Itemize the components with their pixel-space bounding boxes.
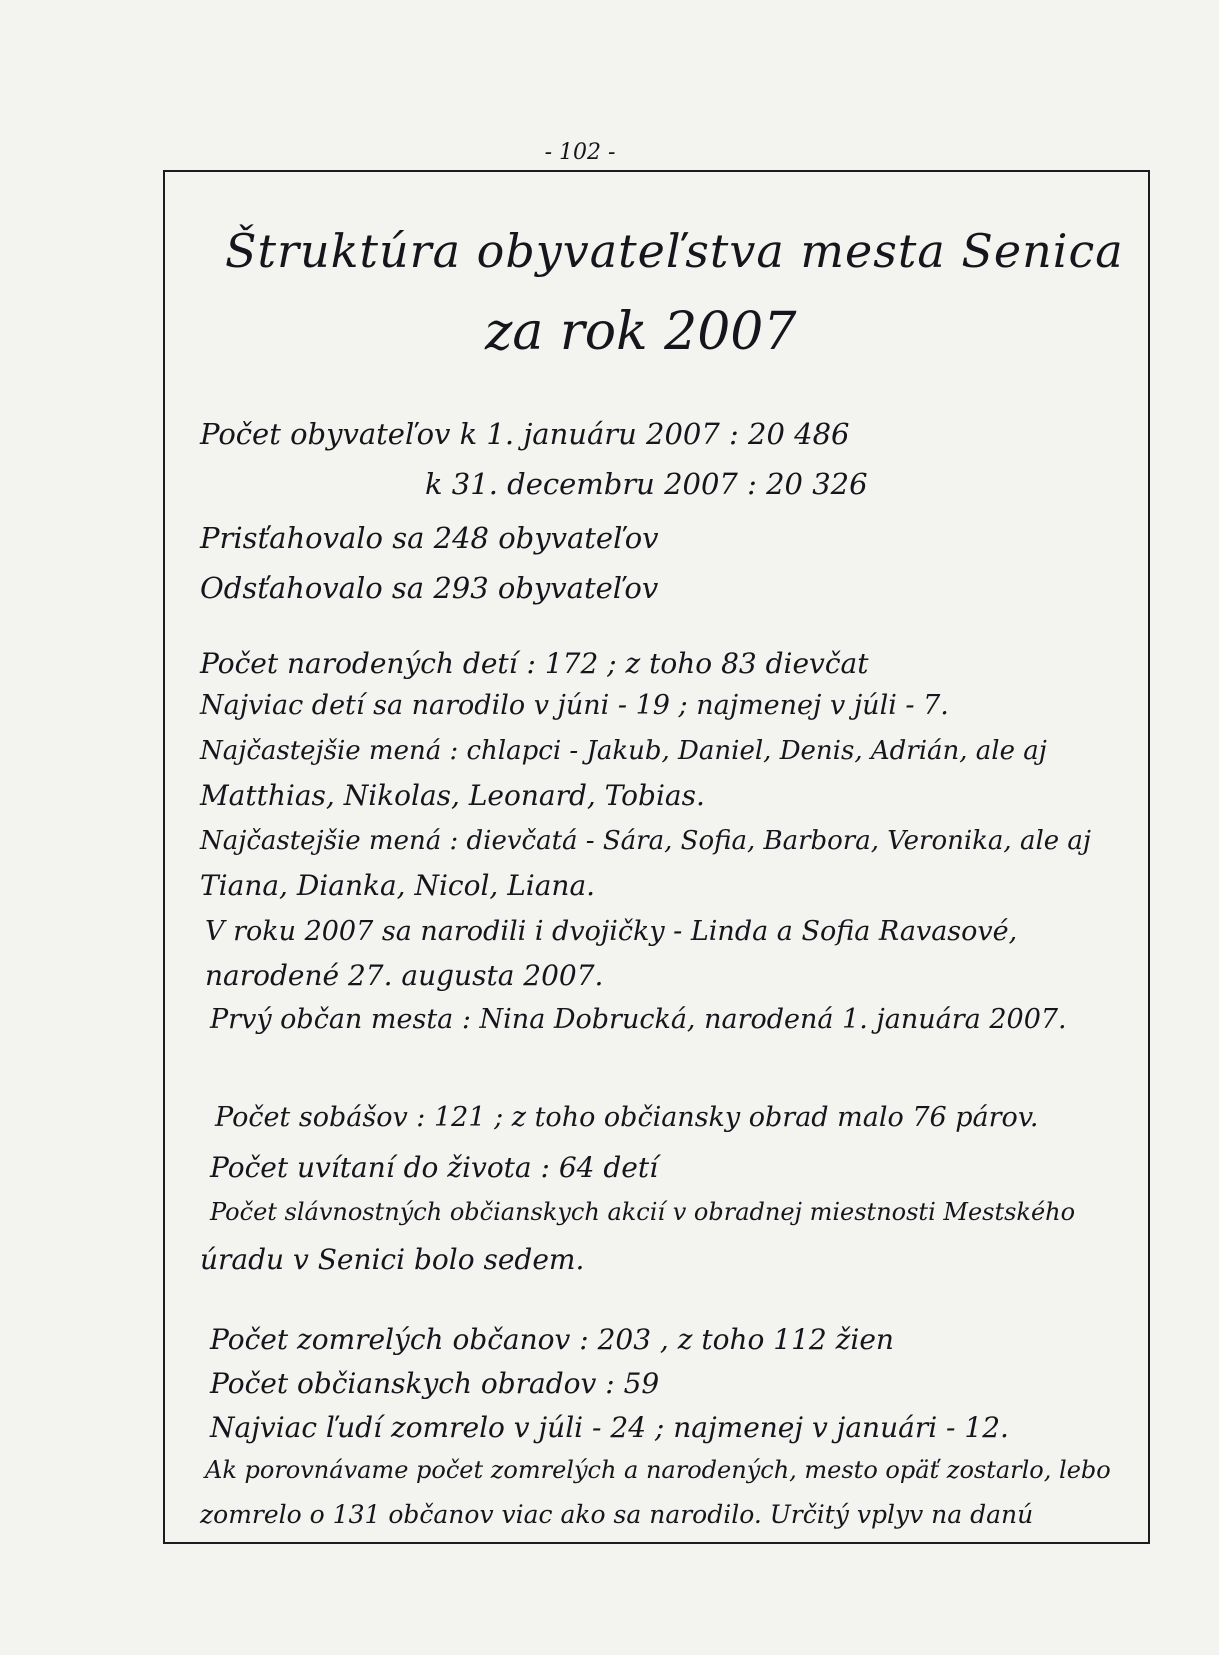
text-line: Počet občianskych obradov : 59 bbox=[210, 1367, 660, 1400]
text-line: Tiana, Dianka, Nicol, Liana. bbox=[200, 869, 596, 902]
text-line: Počet sobášov : 121 ; z toho občiansky obrad malo 76 párov. bbox=[215, 1102, 1039, 1133]
text-line: k 31. decembru 2007 : 20 326 bbox=[425, 467, 868, 501]
text-line: úradu v Senici bolo sedem. bbox=[200, 1243, 585, 1276]
page-title: Štruktúra obyvateľstva mesta Senica bbox=[225, 224, 1124, 278]
text-line: Najviac ľudí zomrelo v júli - 24 ; najmenej v januári - 12. bbox=[210, 1411, 1009, 1444]
text-line: Prisťahovalo sa 248 obyvateľov bbox=[200, 521, 659, 555]
text-line: Počet slávnostných občianskych akcií v obradnej miestnosti Mestského bbox=[210, 1198, 1076, 1226]
text-line: Počet uvítaní do života : 64 detí bbox=[210, 1151, 659, 1184]
text-line: Najčastejšie mená : chlapci - Jakub, Daniel, Denis, Adrián, ale aj bbox=[200, 736, 1047, 766]
text-line: Počet narodených detí : 172 ; z toho 83 dievčat bbox=[200, 647, 869, 680]
text-line: Odsťahovalo sa 293 obyvateľov bbox=[200, 571, 659, 605]
text-line: V roku 2007 sa narodili i dvojičky - Linda a Sofia Ravasové, bbox=[205, 916, 1018, 947]
text-line: Najviac detí sa narodilo v júni - 19 ; najmenej v júli - 7. bbox=[200, 690, 949, 721]
text-line: zomrelo o 131 občanov viac ako sa narodilo. Určitý vplyv na danú bbox=[200, 1500, 1034, 1529]
text-line: Najčastejšie mená : dievčatá - Sára, Sofia, Barbora, Veronika, ale aj bbox=[200, 826, 1091, 856]
page-number: - 102 - bbox=[544, 140, 616, 165]
text-line: Počet obyvateľov k 1. januáru 2007 : 20 486 bbox=[200, 417, 850, 451]
text-line: Ak porovnávame počet zomrelých a narodených, mesto opäť zostarlo, lebo bbox=[205, 1456, 1111, 1484]
text-line: Matthias, Nikolas, Leonard, Tobias. bbox=[200, 779, 705, 812]
text-line: Prvý občan mesta : Nina Dobrucká, narodená 1. januára 2007. bbox=[210, 1004, 1067, 1035]
page-subtitle: za rok 2007 bbox=[485, 302, 797, 362]
text-line: Počet zomrelých občanov : 203 , z toho 112 žien bbox=[210, 1323, 894, 1356]
text-line: narodené 27. augusta 2007. bbox=[205, 959, 604, 992]
